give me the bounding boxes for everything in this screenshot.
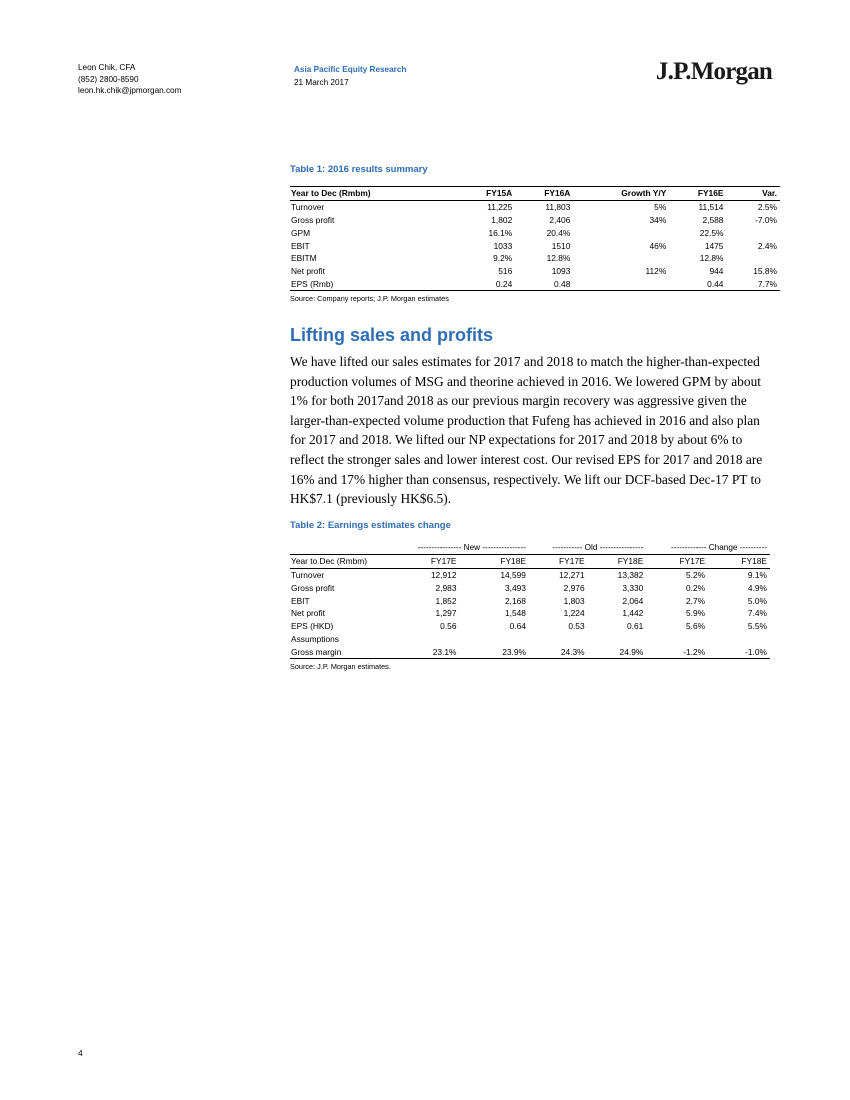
table-row — [290, 239, 780, 252]
cell-value: 1475 — [704, 240, 724, 251]
cell-value: -1.2% — [646, 645, 708, 658]
cell-value: 12.8% — [546, 253, 571, 264]
analyst-name: Leon Chik, CFA — [78, 63, 136, 72]
report-date: 21 March 2017 — [294, 77, 349, 87]
cell-value: 0.2% — [686, 582, 706, 593]
table-row — [290, 200, 780, 213]
cell-value: 11,514 — [698, 202, 724, 213]
cell-value: 3,330 — [622, 582, 644, 593]
cell-value: 2,406 — [549, 214, 571, 225]
cell-value — [390, 632, 459, 645]
cell-value: 5.0% — [747, 595, 767, 606]
cell-value: -7.0% — [755, 214, 777, 225]
table1-source: Source: Company reports; J.P. Morgan estimates — [290, 294, 449, 304]
table1-col-2: FY16A — [515, 187, 573, 201]
table1-col-3: Growth Y/Y — [573, 187, 669, 201]
cell-value — [459, 632, 528, 645]
cell-label: Assumptions — [291, 633, 339, 644]
cell-value: 2.4% — [757, 240, 777, 251]
table-row — [290, 632, 770, 645]
cell-value: 23.1% — [390, 645, 459, 658]
table2-col-2: FY18E — [459, 554, 528, 568]
page-number: 4 — [78, 1048, 83, 1058]
cell-value — [726, 226, 780, 239]
cell-value: 944 — [709, 266, 724, 277]
cell-value: 1510 — [551, 240, 571, 251]
cell-value: 14,599 — [500, 569, 526, 580]
table-row — [290, 277, 780, 290]
table2-col-0: Year to Dec (Rmbm) — [290, 554, 390, 568]
cell-value: 2,168 — [504, 595, 526, 606]
group-header-blank — [290, 542, 390, 554]
section-heading: Lifting sales and profits — [290, 325, 494, 345]
cell-value: 0.56 — [440, 621, 457, 632]
table1-col-5: Var. — [726, 187, 780, 201]
cell-value: 5.6% — [686, 621, 706, 632]
cell-value: 3,493 — [504, 582, 526, 593]
table-row — [290, 594, 770, 607]
cell-label: Gross margin — [290, 645, 390, 658]
cell-value — [529, 632, 588, 645]
cell-value — [573, 252, 669, 265]
table2-col-4: FY18E — [588, 554, 647, 568]
cell-value: 24.3% — [529, 645, 588, 658]
group-header-change: ------------- Change ---------- — [671, 543, 767, 553]
cell-value: 1,852 — [435, 595, 457, 606]
cell-label: Gross profit — [291, 214, 335, 225]
cell-value: 20.4% — [546, 227, 571, 238]
cell-value: 11,803 — [545, 202, 571, 213]
cell-value: 16.1% — [488, 227, 513, 238]
table2-group-header-row — [290, 542, 770, 554]
cell-label: EBITM — [291, 253, 317, 264]
cell-value: 0.24 — [457, 277, 515, 290]
cell-value: 46% — [649, 240, 667, 251]
cell-value — [573, 226, 669, 239]
cell-value: 112% — [645, 266, 667, 277]
cell-value: 11,225 — [487, 202, 513, 213]
cell-value — [726, 252, 780, 265]
cell-value — [573, 277, 669, 290]
cell-value: 7.7% — [726, 277, 780, 290]
table2-col-3: FY17E — [529, 554, 588, 568]
table-row — [290, 645, 770, 658]
cell-value: 1,803 — [563, 595, 585, 606]
cell-value: 2.5% — [757, 202, 777, 213]
analyst-email: leon.hk.chik@jpmorgan.com — [78, 86, 182, 95]
cell-value: 13,382 — [617, 569, 644, 580]
cell-value: 12,912 — [430, 569, 457, 580]
cell-value: 12.8% — [699, 253, 724, 264]
cell-value: 34% — [649, 214, 667, 225]
table2-col-5: FY17E — [646, 554, 708, 568]
cell-label: EPS (Rmb) — [290, 277, 457, 290]
cell-label: EBIT — [291, 595, 310, 606]
group-header-old: ----------- Old ---------------- — [552, 543, 644, 553]
cell-value: 1093 — [551, 266, 571, 277]
cell-value: 0.44 — [669, 277, 726, 290]
research-block — [294, 64, 406, 89]
table1-col-0: Year to Dec (Rmbm) — [290, 187, 457, 201]
table1-header-row — [290, 187, 780, 201]
cell-value: 9.1% — [747, 569, 767, 580]
cell-label: Gross profit — [291, 582, 335, 593]
cell-label: EPS (HKD) — [291, 621, 334, 632]
table2-col-6: FY18E — [708, 554, 770, 568]
cell-value: 1,802 — [491, 214, 513, 225]
cell-label: Turnover — [291, 202, 325, 213]
cell-value: 5.5% — [747, 621, 767, 632]
table-row — [290, 581, 770, 594]
table-row — [290, 568, 770, 581]
analyst-phone: (852) 2800-8590 — [78, 74, 139, 84]
cell-value: 0.48 — [515, 277, 573, 290]
cell-value: 5.2% — [686, 569, 706, 580]
cell-value: 2,983 — [435, 582, 457, 593]
table-row — [290, 265, 780, 278]
table2-caption: Table 2: Earnings estimates change — [290, 520, 451, 531]
table1-col-1: FY15A — [457, 187, 515, 201]
cell-value: 5% — [654, 202, 667, 213]
cell-label: Net profit — [291, 266, 325, 277]
cell-value: 2,064 — [622, 595, 644, 606]
cell-value: 0.61 — [626, 621, 644, 632]
cell-value: 0.53 — [568, 621, 585, 632]
cell-value: 24.9% — [588, 645, 647, 658]
cell-value: 15.8% — [753, 266, 777, 277]
cell-value: 0.64 — [509, 621, 526, 632]
table1-container — [290, 164, 780, 303]
cell-value: 7.4% — [747, 608, 767, 619]
table1-caption: Table 1: 2016 results summary — [290, 164, 428, 175]
cell-value: 2,976 — [563, 582, 585, 593]
table-row — [290, 252, 780, 265]
cell-value: 1,442 — [622, 608, 644, 619]
cell-label: Turnover — [291, 569, 325, 580]
cell-value: 516 — [498, 266, 513, 277]
cell-value: 23.9% — [459, 645, 528, 658]
table-row — [290, 607, 770, 620]
research-line: Asia Pacific Equity Research — [294, 65, 407, 74]
table2 — [290, 542, 770, 659]
cell-value: 1,548 — [504, 608, 526, 619]
jpmorgan-logo: J.P.Morgan — [655, 58, 772, 85]
table2-container — [290, 520, 770, 671]
table1 — [290, 186, 780, 291]
cell-label: EBIT — [291, 240, 310, 251]
cell-value: 9.2% — [493, 253, 513, 264]
analyst-block — [78, 62, 181, 97]
cell-value: 12,271 — [559, 569, 585, 580]
page-header — [78, 58, 772, 112]
cell-value: 1,224 — [563, 608, 585, 619]
cell-value: -1.0% — [708, 645, 770, 658]
table-row — [290, 226, 780, 239]
cell-label: GPM — [291, 227, 311, 238]
cell-value: 2,588 — [702, 214, 724, 225]
cell-value: 1033 — [493, 240, 513, 251]
group-header-new: ---------------- New ---------------- — [417, 543, 526, 553]
cell-value — [646, 632, 708, 645]
table1-col-4: FY16E — [669, 187, 726, 201]
table-row — [290, 620, 770, 633]
table2-header-row — [290, 554, 770, 568]
table-row — [290, 214, 780, 227]
table2-col-1: FY17E — [390, 554, 459, 568]
section-paragraph: We have lifted our sales estimates for 2017 and 2018 to match the higher-than-expected production volumes of MSG and theorine achieved in 2016. We lowered GPM by about 1% for both 2017and 2018 as our previous margin recovery was aggressive given the larger-than-expected volume production that Fufeng has achieved in 2016 and also plan for 2017 and 2018. We lifted our NP expectations for 2017 and 2018 by about 6% to reflect the stronger sales and lower interest cost. Our revised EPS for 2017 and 2018 are 16% and 17% higher than consensus, respectively. We lift our DCF-based Dec-17 PT to HK$7.1 (previously HK$6.5). — [290, 354, 763, 507]
cell-value — [708, 632, 770, 645]
cell-value — [588, 632, 647, 645]
cell-value: 22.5% — [699, 227, 724, 238]
cell-value: 2.7% — [686, 595, 706, 606]
cell-label: Net profit — [291, 608, 325, 619]
cell-value: 5.9% — [686, 608, 706, 619]
cell-value: 1,297 — [435, 608, 457, 619]
cell-value: 4.9% — [747, 582, 767, 593]
table2-source: Source: J.P. Morgan estimates. — [290, 662, 391, 672]
